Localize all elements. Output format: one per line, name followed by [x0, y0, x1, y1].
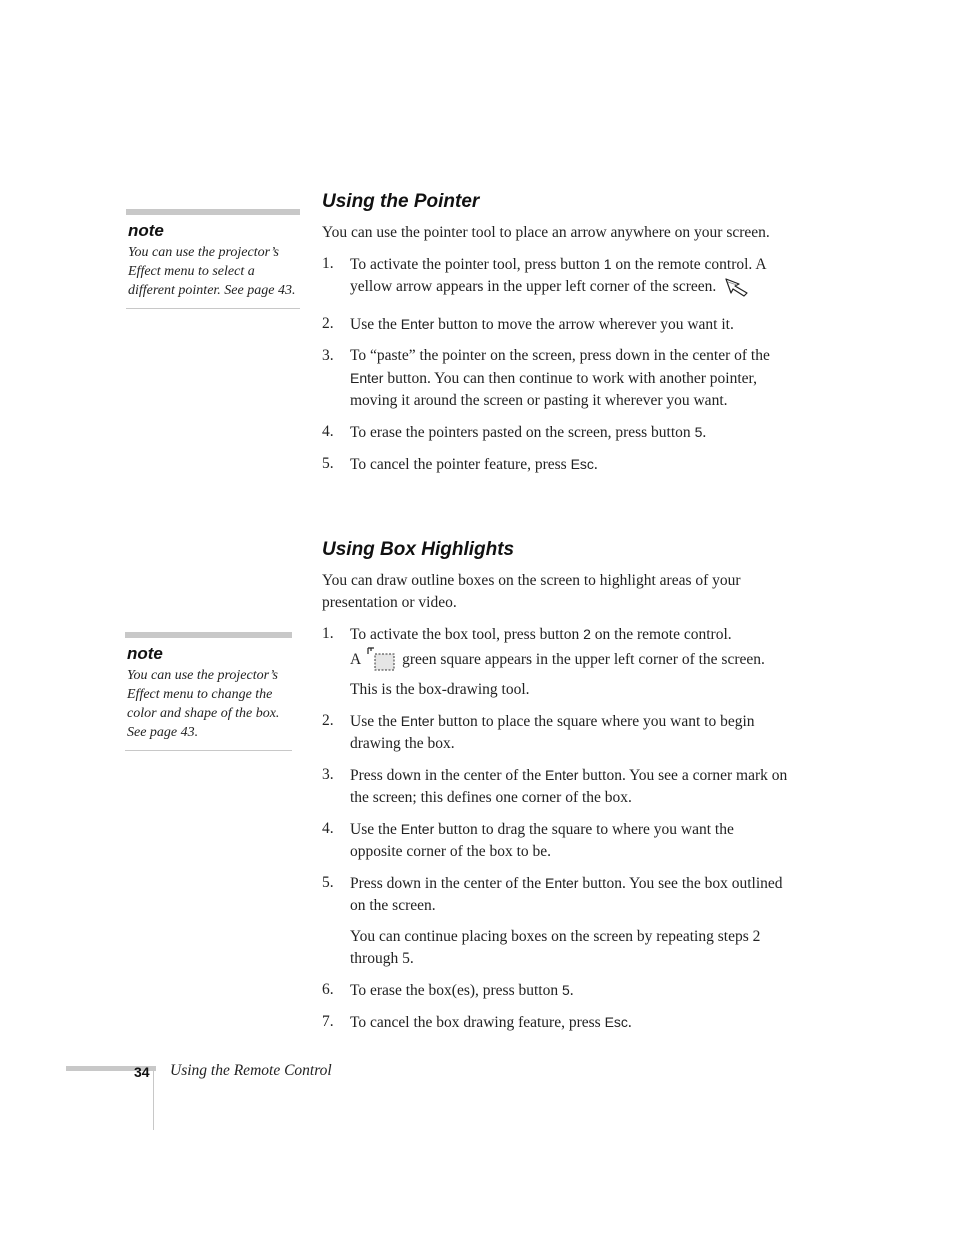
step-item [322, 345, 788, 412]
step-number: 3. [322, 347, 334, 364]
step-item [322, 710, 788, 755]
step-item [322, 872, 788, 917]
page-number: 34 [134, 1064, 150, 1080]
step-number: 5. [322, 455, 334, 472]
step-text: . [593, 456, 598, 473]
remote-button-label: Enter [400, 821, 435, 837]
step-text: . [569, 982, 574, 999]
step-number: 6. [322, 981, 334, 998]
step-text: To erase the box(es), press button [350, 982, 562, 999]
step-item [322, 1011, 788, 1034]
remote-button-label: Enter [545, 767, 579, 783]
box-tool-icon [366, 646, 396, 679]
step-item [322, 253, 788, 304]
remote-button-label: 5 [561, 982, 570, 998]
chapter-title: Using the Remote Control [170, 1062, 332, 1079]
step-item [322, 313, 788, 336]
continue-note: You can continue placing boxes on the screen by repeating steps 2 through 5. [350, 928, 761, 967]
note-line: Effect menu to change the [127, 687, 273, 702]
section-pointer [322, 190, 788, 476]
note-line: color and shape of the box. [127, 706, 280, 721]
sidebar-note-pointer [126, 209, 300, 309]
footer-divider [153, 1066, 154, 1130]
step-number: 3. [322, 766, 334, 783]
step-number: 2. [322, 315, 334, 332]
step-text: To cancel the pointer feature, press [350, 456, 571, 473]
step-text: on the remote control. A yellow arrow appears in the upper left corner of the screen. [350, 256, 766, 295]
step-text: . [702, 424, 707, 441]
step-item [322, 818, 788, 863]
remote-button-label: Enter [545, 875, 579, 891]
step-text: Press down in the center of the [350, 875, 545, 892]
section-heading: Using Box Highlights [322, 539, 515, 560]
sidebar-note-box [125, 632, 292, 751]
step-text: button to drag the square to where you want the opposite corner of the box to be. [350, 821, 734, 860]
step-text: green square appears in the upper left corner of the screen. This is the box-drawing tool. [350, 651, 765, 698]
remote-button-label: 2 [583, 626, 591, 642]
remote-button-label: Enter [350, 370, 384, 386]
step-text: Use the [350, 316, 401, 333]
step-text: To activate the pointer tool, press button [350, 256, 604, 273]
remote-button-label: Esc [570, 456, 594, 472]
remote-button-label: Enter [400, 316, 435, 332]
step-list [322, 623, 788, 917]
step-text: To erase the pointers pasted on the screen, press button [350, 424, 695, 441]
section-box-highlights [322, 538, 788, 1034]
note-line: different pointer. See page 43. [128, 283, 296, 298]
note-text [127, 666, 292, 742]
remote-button-label: Enter [400, 713, 435, 729]
remote-button-label: 1 [603, 256, 612, 272]
step-number: 1. [322, 255, 334, 272]
step-number: 5. [322, 874, 334, 891]
remote-button-label: 5 [694, 424, 703, 440]
step-text: To activate the box tool, press button [350, 626, 584, 643]
step-text: Use the [350, 821, 401, 838]
step-text: . [627, 1014, 632, 1031]
step-list [322, 979, 788, 1034]
note-line: You can use the projector’s [128, 245, 279, 260]
note-text [128, 243, 300, 300]
note-line: See page 43. [127, 725, 199, 740]
section-heading: Using the Pointer [322, 191, 480, 212]
step-item [322, 623, 788, 701]
step-text: button. You see a corner mark on the screen; this defines one corner of the box. [350, 767, 788, 806]
step-text: on the remote control. [590, 626, 732, 643]
remote-button-label: Esc [604, 1014, 628, 1030]
step-list [322, 253, 788, 476]
step-number: 2. [322, 712, 334, 729]
step-item [322, 453, 788, 476]
note-title: note [127, 644, 163, 663]
step-text: To “paste” the pointer on the screen, press down in the center of the [350, 347, 770, 364]
step-number: 4. [322, 423, 334, 440]
note-title: note [128, 221, 164, 240]
step-item [322, 421, 788, 444]
pointer-arrow-icon [724, 277, 750, 304]
step-number: 1. [322, 625, 334, 642]
step-text: To cancel the box drawing feature, press [350, 1014, 605, 1031]
step-text: button to move the arrow wherever you want it. [434, 316, 734, 333]
step-text: Press down in the center of the [350, 767, 545, 784]
step-item [322, 979, 788, 1002]
note-line: Effect menu to select a [128, 264, 255, 279]
section-intro: You can draw outline boxes on the screen to highlight areas of your presentation or video. [322, 572, 741, 611]
step-text: Use the [350, 713, 401, 730]
step-text: button. You see the box outlined on the screen. [350, 875, 783, 914]
step-number: 4. [322, 820, 334, 837]
step-text: A [350, 651, 365, 668]
step-number: 7. [322, 1013, 334, 1030]
step-text: button to place the square where you want to begin drawing the box. [350, 713, 755, 752]
step-text: button. You can then continue to work with another pointer, moving it around the screen or pasting it wherever you want. [350, 370, 757, 409]
section-intro: You can use the pointer tool to place an arrow anywhere on your screen. [322, 224, 770, 241]
note-line: You can use the projector’s [127, 668, 278, 683]
step-item [322, 764, 788, 809]
